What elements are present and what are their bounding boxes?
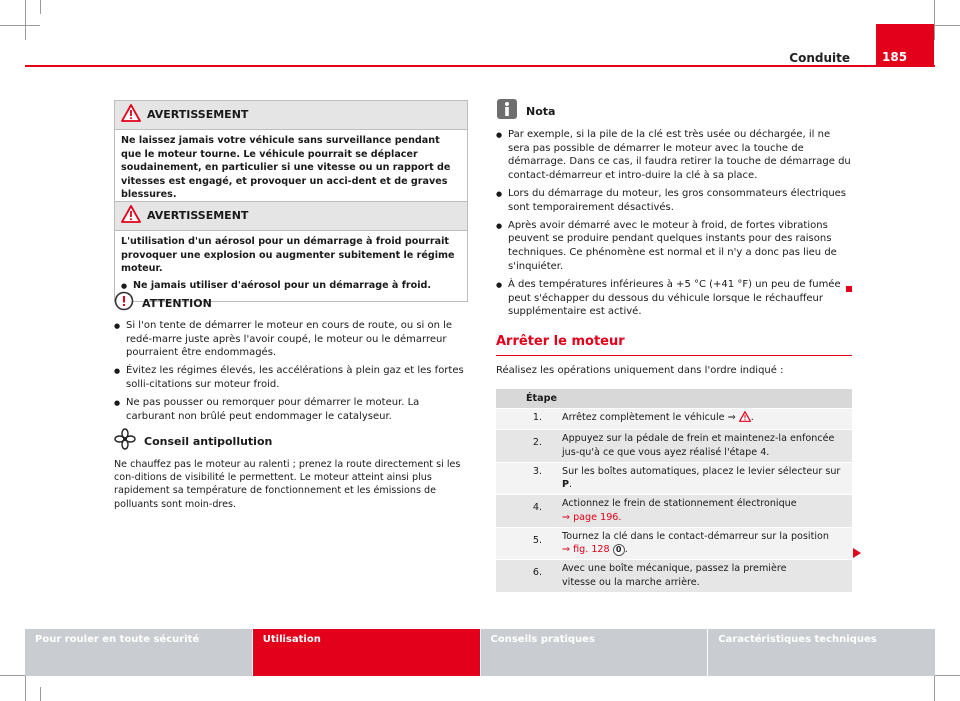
step-number: 3. xyxy=(496,462,558,494)
note-bullet: ● Par exemple, si la pile de la clé est très usée ou déchargée, il ne sera pas possible de démarrer le moteur avec la touche de démarrage. Dans ce cas, il faudra retirer la touche de démarrage du contact-démarreur et intro-duire la clé à sa place. xyxy=(496,128,852,183)
warning-body xyxy=(115,130,467,210)
footer-tab-usage[interactable]: Utilisation xyxy=(253,629,480,676)
table-row xyxy=(496,462,852,494)
step-number: 6. xyxy=(496,560,558,592)
footer-nav xyxy=(25,629,935,676)
attention-bullet: ● Ne pas pousser ou remorquer pour démarrer le moteur. La carburant non brûlé peut endommager le catalyseur. xyxy=(114,396,470,424)
step-text: Tournez la clé dans le contact-démarreur sur la position ⇒ fig. 128 0 . xyxy=(558,527,852,559)
step-text: Arrêtez complètement le véhicule ⇒ . xyxy=(558,409,852,430)
table-header-step: Étape xyxy=(496,389,558,409)
note-title: Nota xyxy=(526,104,556,118)
footer-tab-specs[interactable]: Caractéristiques techniques xyxy=(708,629,935,676)
position-number-badge: 0 xyxy=(613,544,625,556)
note-header xyxy=(496,98,852,125)
warning-box-2 xyxy=(114,201,468,302)
crop-mark xyxy=(25,0,26,40)
table-row xyxy=(496,430,852,462)
info-icon xyxy=(496,98,518,125)
step-text: Appuyez sur la pédale de frein et maintenez-la enfoncée jus-qu'à ce que vous ayez réalisé l'étape 4. xyxy=(558,430,852,462)
page-reference-link[interactable]: ⇒ page 196. xyxy=(562,511,622,523)
step-text: Sur les boîtes automatiques, placez le levier sélecteur sur P. xyxy=(558,462,852,494)
crop-mark xyxy=(40,0,41,14)
attention-bullet: ● Si l'on tente de démarrer le moteur en cours de route, ou si on le redé-marre juste après l'avoir coupé, le moteur ou le démarreur pourraient être endommagés. xyxy=(114,319,470,360)
warning-triangle-icon xyxy=(121,205,141,228)
continue-arrow-icon xyxy=(853,548,861,558)
eco-tip-title: Conseil antipollution xyxy=(144,434,273,448)
attention-title: ATTENTION xyxy=(142,296,212,310)
warning-box-1 xyxy=(114,100,468,211)
step-text: Avec une boîte mécanique, passez la première vitesse ou la marche arrière. xyxy=(558,560,852,592)
step-number: 5. xyxy=(496,527,558,559)
table-header-empty xyxy=(558,389,852,409)
attention-block xyxy=(114,291,470,427)
crop-mark xyxy=(40,687,41,701)
section-title: Conduite xyxy=(789,51,850,65)
warning-text: Ne laissez jamais votre véhicule sans surveillance pendant que le moteur tourne. Le véhicule pourrait se déplacer soudainement, en particulier si une vitesse ou un rapport de vitesses est engagé, et provoquer un acci-dent et de graves blessures. xyxy=(121,135,451,201)
warning-header xyxy=(115,101,467,130)
intro-text: Réalisez les opérations uniquement dans l'ordre indiqué : xyxy=(496,365,784,376)
note-block xyxy=(496,98,852,323)
eco-tip-header xyxy=(114,428,470,455)
warning-bullet: ● Ne jamais utiliser d'aérosol pour un démarrage à froid. xyxy=(121,279,461,293)
note-bullet: ● Lors du démarrage du moteur, les gros consommateurs électriques sont temporairement désactivés. xyxy=(496,187,852,215)
warning-title: AVERTISSEMENT xyxy=(147,209,249,223)
footer-tab-tips[interactable]: Conseils pratiques xyxy=(481,629,708,676)
header-rule xyxy=(25,65,935,67)
attention-header xyxy=(114,291,470,316)
crop-mark xyxy=(934,0,935,40)
figure-reference-link[interactable]: ⇒ fig. 128 xyxy=(562,544,610,556)
table-row xyxy=(496,527,852,559)
note-bullet: ● À des températures inférieures à +5 °C (+41 °F) un peu de fumée peut s'échapper du dessous du véhicule lorsque le réchauffeur supplémentaire est activé. xyxy=(496,278,852,319)
footer-tab-safety[interactable]: Pour rouler en toute sécurité xyxy=(25,629,252,676)
attention-bullet: ● Évitez les régimes élevés, les accélérations à plein gaz et les fortes solli-citations sur moteur froid. xyxy=(114,364,470,392)
table-row xyxy=(496,560,852,592)
crop-mark xyxy=(0,25,40,26)
page-number: 185 xyxy=(876,24,934,67)
warning-triangle-icon xyxy=(121,104,141,127)
step-number: 4. xyxy=(496,495,558,527)
warning-text: L'utilisation d'un aérosol pour un démarrage à froid pourrait provoquer une explosion ou augmenter subitement le régime moteur. xyxy=(121,236,455,275)
step-text: Actionnez le frein de stationnement électronique ⇒ page 196. xyxy=(558,495,852,527)
note-bullet: ● Après avoir démarré avec le moteur à froid, de fortes vibrations peuvent se produire pendant quelques instants pour des raisons techniques. Ce phénomène est normal et il n'y a donc pas lieu de s'inquiéter. xyxy=(496,219,852,274)
flower-icon xyxy=(114,428,136,455)
eco-tip-text: Ne chauffez pas le moteur au ralenti ; prenez la route directement si les con-ditions de visibilité le permettent. Le moteur atteint ainsi plus rapidement sa température de fonctionnement et les émissions de polluants sont moin-dres. xyxy=(114,458,461,510)
warning-title: AVERTISSEMENT xyxy=(147,108,249,122)
step-number: 1. xyxy=(496,409,558,430)
section-heading: Arrêter le moteur xyxy=(496,333,852,356)
table-row xyxy=(496,495,852,527)
table-row xyxy=(496,409,852,430)
section-end-marker xyxy=(846,286,852,292)
eco-tip-block xyxy=(114,428,470,515)
steps-table xyxy=(496,389,852,592)
step-number: 2. xyxy=(496,430,558,462)
warning-header xyxy=(115,202,467,231)
warning-triangle-icon[interactable] xyxy=(739,411,751,426)
exclamation-circle-icon xyxy=(114,291,134,316)
